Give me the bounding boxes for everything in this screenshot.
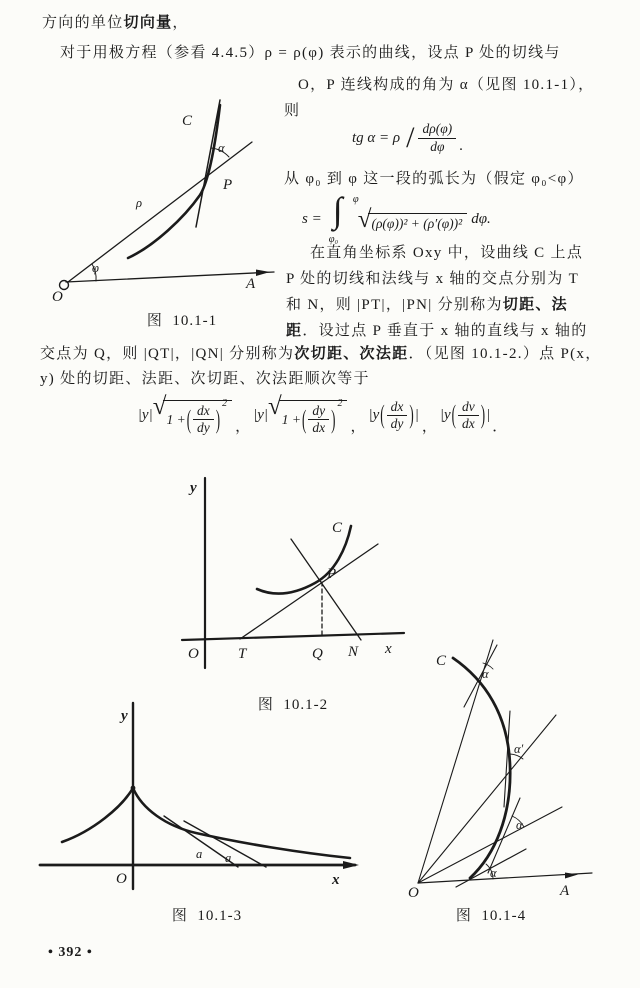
- label-c: C: [332, 520, 343, 536]
- fraction: [418, 121, 456, 154]
- fraction-numerator: dy: [308, 403, 329, 420]
- label-a: A: [560, 883, 570, 899]
- figure-10-1-2: [180, 470, 410, 680]
- radicand: (ρ(φ))² + (ρ′(φ))²: [368, 213, 467, 232]
- paragraph-line-7: P 处的切线和法线与 x 轴的交点分别为 T: [286, 271, 580, 287]
- left-paren: (: [302, 403, 307, 434]
- figure-10-1-4-drawing: [400, 635, 600, 901]
- page-number: • 392 •: [48, 945, 93, 960]
- label-y: y: [190, 480, 197, 496]
- formula-tail: dφ.: [471, 210, 491, 227]
- fraction-denominator: dx: [461, 415, 475, 431]
- fraction: [387, 399, 408, 432]
- cusp-point: [131, 786, 136, 791]
- expr-tangent-length: [138, 394, 232, 436]
- curve-left-branch: [62, 788, 133, 842]
- radical-sign: √: [152, 393, 167, 420]
- right-paren: ): [480, 399, 486, 430]
- paragraph-line-3: O，P 连线构成的角为 α（见图 10.1-1），: [298, 77, 595, 93]
- radicand: [163, 400, 232, 436]
- label-p: P: [327, 566, 337, 582]
- formula-arc-length: [302, 190, 491, 245]
- figure-10-1-3: [35, 700, 365, 895]
- expr-subtangent: [368, 399, 418, 432]
- figure-10-1-2-drawing: [180, 470, 410, 680]
- fraction-numerator: dv: [458, 399, 479, 416]
- radical-sign: √: [268, 393, 282, 420]
- text-run: ．设过点 P 垂直于 x 轴的直线与 x 轴的: [302, 323, 588, 339]
- abs-y: |y|: [253, 406, 269, 423]
- abs-y: |y: [439, 406, 451, 423]
- abs-bar: |: [414, 406, 419, 423]
- expr-subnormal: [440, 399, 490, 432]
- abs-y: |y: [368, 406, 380, 423]
- label-c: C: [182, 113, 193, 129]
- paragraph-line-4: 则: [284, 103, 301, 119]
- text-run: ．（见图 10.1-2.）点 P(x，: [408, 346, 602, 362]
- exponent: 2: [337, 398, 343, 409]
- bold-term-tangent-vector: 切向量: [123, 15, 173, 31]
- paragraph-line-8: [286, 295, 568, 315]
- text-run: 方向的单位: [42, 15, 124, 31]
- comma: ，: [235, 419, 251, 436]
- integral-sign: ∫: [332, 190, 343, 230]
- comma: ，: [350, 419, 366, 436]
- tangent-line: [196, 100, 220, 227]
- formula-period: ．: [492, 419, 508, 436]
- fraction-denominator: dy: [197, 420, 210, 436]
- label-a2: a: [225, 851, 232, 865]
- figure-10-1-4-caption: 图 10.1-4: [455, 908, 527, 924]
- figure-10-1-4: [400, 635, 600, 901]
- label-rho: ρ: [136, 196, 142, 210]
- text-run: ，: [172, 15, 189, 31]
- integral-lower-limit: φ₀: [328, 234, 339, 245]
- fraction-numerator: dρ(φ): [418, 121, 456, 138]
- right-paren: ): [215, 403, 221, 434]
- left-paren: (: [451, 399, 456, 430]
- abs-bar: |: [486, 406, 491, 423]
- radical-sign: √: [357, 205, 372, 233]
- bold-term-subnormal: 次切距、次法距: [294, 346, 409, 362]
- left-paren: (: [380, 399, 385, 430]
- curve-c: [453, 658, 510, 878]
- figure-10-1-2-caption: 图 10.1-2: [257, 697, 329, 713]
- formula-lhs: s =: [302, 210, 322, 227]
- text-run: 和 N，则 |PT|，|PN| 分别称为: [286, 297, 503, 313]
- label-alpha-prime: α′: [514, 742, 524, 756]
- figure-10-1-1: [50, 95, 280, 310]
- left-paren: (: [186, 403, 192, 434]
- label-t: T: [238, 646, 247, 662]
- fraction-denominator: dy: [390, 415, 404, 431]
- curve-c: [128, 105, 220, 258]
- paragraph-line-11: y) 处的切距、法距、次切距、次法距顺次等于: [40, 371, 370, 387]
- fraction-numerator: dx: [387, 399, 408, 416]
- text-run: 1 +: [166, 411, 186, 427]
- radical: [358, 207, 468, 232]
- radical: [268, 394, 347, 436]
- label-alpha-mid: α: [516, 818, 523, 832]
- label-alpha: α: [218, 141, 225, 155]
- paragraph-line-10: [40, 344, 602, 364]
- fraction-numerator: dx: [193, 403, 214, 420]
- comma: ，: [421, 419, 437, 436]
- formula-lhs: tg α = ρ: [352, 129, 401, 146]
- label-phi: φ: [92, 261, 99, 275]
- label-o: O: [408, 885, 419, 901]
- label-y: y: [121, 708, 128, 724]
- expr-normal-length: [253, 394, 347, 436]
- label-alpha-top: α: [482, 667, 489, 681]
- text-run: 1 +: [281, 411, 302, 427]
- formula-row-distances: [50, 394, 595, 436]
- label-o: O: [52, 289, 63, 305]
- label-q: Q: [312, 646, 323, 662]
- text-run: 交点为 Q，则 |QT|，|QN| 分别称为: [40, 346, 295, 362]
- figure-10-1-1-drawing: [50, 95, 280, 310]
- bold-term-subtangent: 切距、法: [502, 297, 568, 313]
- figure-10-1-1-caption: 图 10.1-1: [146, 313, 218, 329]
- radicand: [279, 400, 348, 436]
- bold-term: 距: [286, 323, 303, 339]
- paragraph-line-2: 对于用极方程（参看 4.4.5）ρ = ρ(φ) 表示的曲线，设点 P 处的切线与: [60, 45, 561, 61]
- right-paren: ): [331, 403, 336, 434]
- label-x: x: [332, 872, 340, 888]
- label-alpha-bottom: α: [490, 866, 497, 880]
- radical: [153, 394, 232, 436]
- abs-y: |y|: [137, 406, 153, 423]
- label-o: O: [116, 871, 127, 887]
- integral-upper-limit: φ: [352, 194, 359, 205]
- paragraph-line-9: [286, 321, 588, 341]
- label-a1: a: [196, 847, 203, 861]
- label-c: C: [436, 653, 447, 669]
- curve-right-branch: [133, 788, 350, 858]
- figure-10-1-3-drawing: [35, 700, 365, 895]
- exponent: 2: [222, 398, 228, 409]
- label-a: A: [246, 276, 256, 292]
- label-n: N: [348, 644, 359, 660]
- paragraph-line-5: 从 φ₀ 到 φ 这一段的弧长为（假定 φ₀<φ）: [284, 171, 584, 187]
- x-axis-arrowhead: [343, 861, 359, 869]
- fraction: [458, 399, 479, 432]
- curve-c: [257, 526, 351, 594]
- tangent-mid: [488, 798, 520, 873]
- fraction: [308, 403, 329, 436]
- fraction-denominator: dφ: [430, 138, 445, 154]
- fraction-denominator: dx: [312, 420, 326, 436]
- division-slash: /: [406, 121, 415, 154]
- label-p: P: [223, 177, 233, 193]
- fraction: [193, 403, 214, 436]
- label-o: O: [188, 646, 199, 662]
- x-axis: [182, 633, 404, 640]
- integral: [328, 190, 359, 245]
- paragraph-line-1: [42, 13, 189, 33]
- figure-10-1-3-caption: 图 10.1-3: [171, 908, 243, 924]
- right-paren: ): [409, 399, 414, 430]
- formula-tangent-angle: [352, 121, 463, 155]
- label-x: x: [385, 641, 392, 657]
- paragraph-line-6: 在直角坐标系 Oxy 中，设曲线 C 上点: [310, 245, 584, 261]
- formula-period: .: [459, 138, 463, 154]
